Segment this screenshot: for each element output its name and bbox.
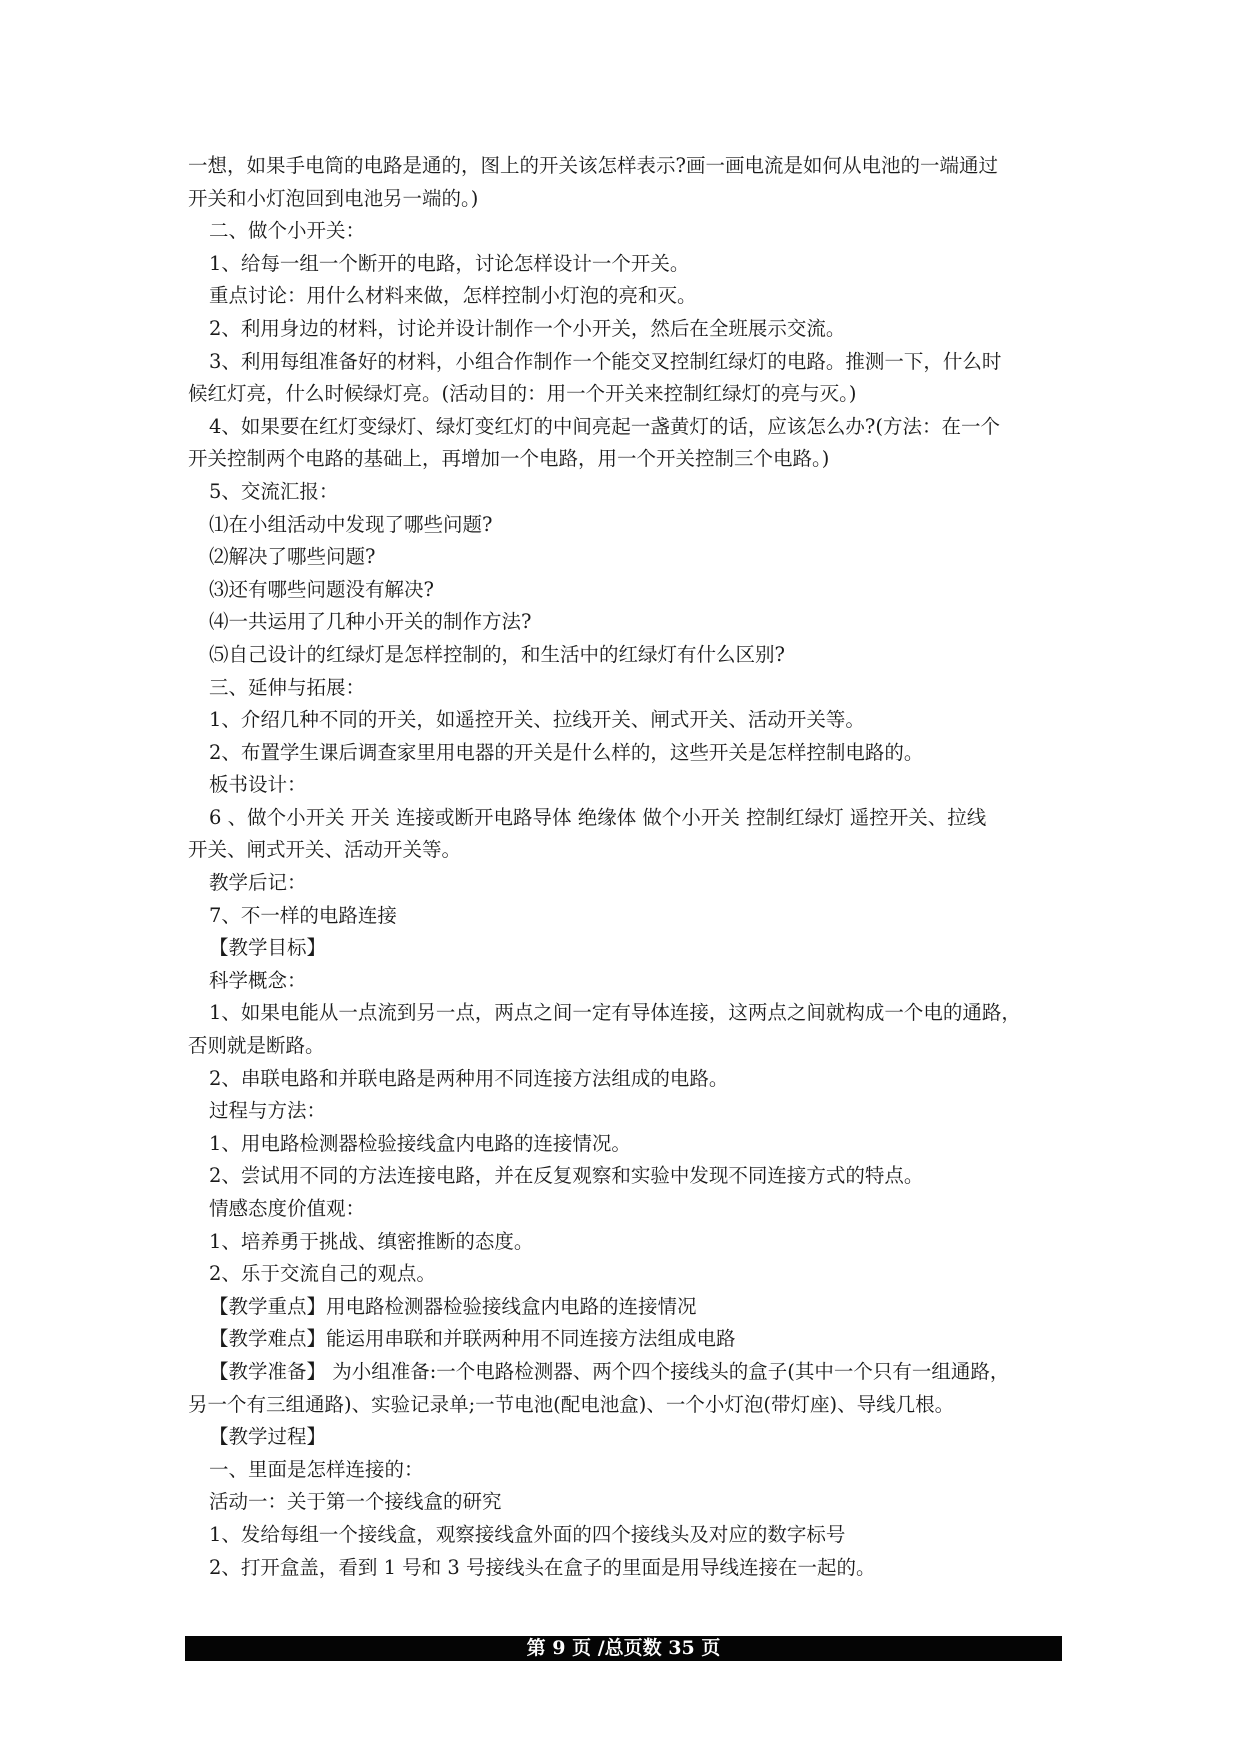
text-line: 二、做个小开关： xyxy=(209,219,366,243)
text-line: 6 、做个小开关 开关 连接或断开电路导体 绝缘体 做个小开关 控制红绿灯 遥控开关、拉线 xyxy=(209,805,987,829)
page-body xyxy=(188,150,1068,1584)
text-line: 3、利用每组准备好的材料，小组合作制作一个能交叉控制红绿灯的电路。推测一下，什么时 xyxy=(209,349,1002,373)
text-line: 开关、闸式开关、活动开关等。 xyxy=(188,838,462,862)
text-line: 2、串联电路和并联电路是两种用不同连接方法组成的电路。 xyxy=(209,1066,729,1090)
page-number-text: 第 9 页 /总页数 35 页 xyxy=(526,1637,721,1659)
text-line: 重点讨论：用什么材料来做，怎样控制小灯泡的亮和灭。 xyxy=(209,284,697,308)
text-line: 5、交流汇报： xyxy=(209,479,339,503)
text-line: 【教学重点】用电路检测器检验接线盒内电路的连接情况 xyxy=(209,1294,697,1318)
text-line: 另一个有三组通路)、实验记录单;一节电池(配电池盒)、一个小灯泡(带灯座)、导线几根。 xyxy=(188,1392,955,1416)
text-line: 【教学过程】 xyxy=(209,1425,327,1449)
text-line: ⑵解决了哪些问题? xyxy=(209,545,376,569)
text-line: 【教学目标】 xyxy=(209,936,327,960)
text-line: 开关和小灯泡回到电池另一端的。) xyxy=(188,186,479,210)
text-line: ⑶还有哪些问题没有解决? xyxy=(209,577,434,601)
text-line: 2、利用身边的材料，讨论并设计制作一个小开关，然后在全班展示交流。 xyxy=(209,316,846,340)
text-line: 一、里面是怎样连接的： xyxy=(209,1457,424,1481)
text-line: 1、培养勇于挑战、缜密推断的态度。 xyxy=(209,1229,534,1253)
text-line: 一想，如果手电筒的电路是通的，图上的开关该怎样表示?画一画电流是如何从电池的一端通过 xyxy=(188,154,998,177)
text-line: 2、打开盒盖，看到 1 号和 3 号接线头在盒子的里面是用导线连接在一起的。 xyxy=(209,1555,876,1579)
text-line: ⑴在小组活动中发现了哪些问题? xyxy=(209,512,493,536)
text-line: 1、介绍几种不同的开关，如遥控开关、拉线开关、闸式开关、活动开关等。 xyxy=(209,708,865,732)
text-line: 板书设计： xyxy=(209,773,307,797)
text-line: 【教学难点】能运用串联和并联两种用不同连接方法组成电路 xyxy=(209,1327,736,1351)
text-line: 2、尝试用不同的方法连接电路，并在反复观察和实验中发现不同连接方式的特点。 xyxy=(209,1164,924,1188)
text-line: 1、用电路检测器检验接线盒内电路的连接情况。 xyxy=(209,1131,631,1155)
text-line: ⑷一共运用了几种小开关的制作方法? xyxy=(209,610,532,634)
text-line: 1、发给每组一个接线盒，观察接线盒外面的四个接线头及对应的数字标号 xyxy=(209,1522,846,1546)
text-line: 【教学准备】 为小组准备:一个电路检测器、两个四个接线头的盒子(其中一个只有一组通路， xyxy=(209,1359,1010,1383)
text-line: 2、乐于交流自己的观点。 xyxy=(209,1262,436,1286)
text-line: 三、延伸与拓展： xyxy=(209,675,366,699)
text-line: 教学后记： xyxy=(209,871,307,895)
text-line: 情感态度价值观： xyxy=(209,1197,366,1220)
text-line: 2、布置学生课后调查家里用电器的开关是什么样的，这些开关是怎样控制电路的。 xyxy=(209,740,924,764)
text-line: 候红灯亮，什么时候绿灯亮。(活动目的：用一个开关来控制红绿灯的亮与灭。) xyxy=(188,382,857,406)
text-line: 7、不一样的电路连接 xyxy=(209,903,397,927)
text-line: 1、给每一组一个断开的电路，讨论怎样设计一个开关。 xyxy=(209,251,690,275)
page-footer xyxy=(185,1636,1062,1661)
text-line: 科学概念： xyxy=(209,968,307,992)
text-line: 过程与方法： xyxy=(209,1099,327,1123)
text-line: 否则就是断路。 xyxy=(188,1034,325,1058)
text-line: 活动一：关于第一个接线盒的研究 xyxy=(209,1490,502,1514)
text-line: 开关控制两个电路的基础上，再增加一个电路，用一个开关控制三个电路。) xyxy=(188,447,830,471)
text-line: ⑸自己设计的红绿灯是怎样控制的，和生活中的红绿灯有什么区别? xyxy=(209,642,785,666)
text-line: 1、如果电能从一点流到另一点，两点之间一定有导体连接，这两点之间就构成一个电的通路， xyxy=(209,1001,1021,1025)
text-line: 4、如果要在红灯变绿灯、绿灯变红灯的中间亮起一盏黄灯的话，应该怎么办?(方法：在一个 xyxy=(209,414,1000,438)
